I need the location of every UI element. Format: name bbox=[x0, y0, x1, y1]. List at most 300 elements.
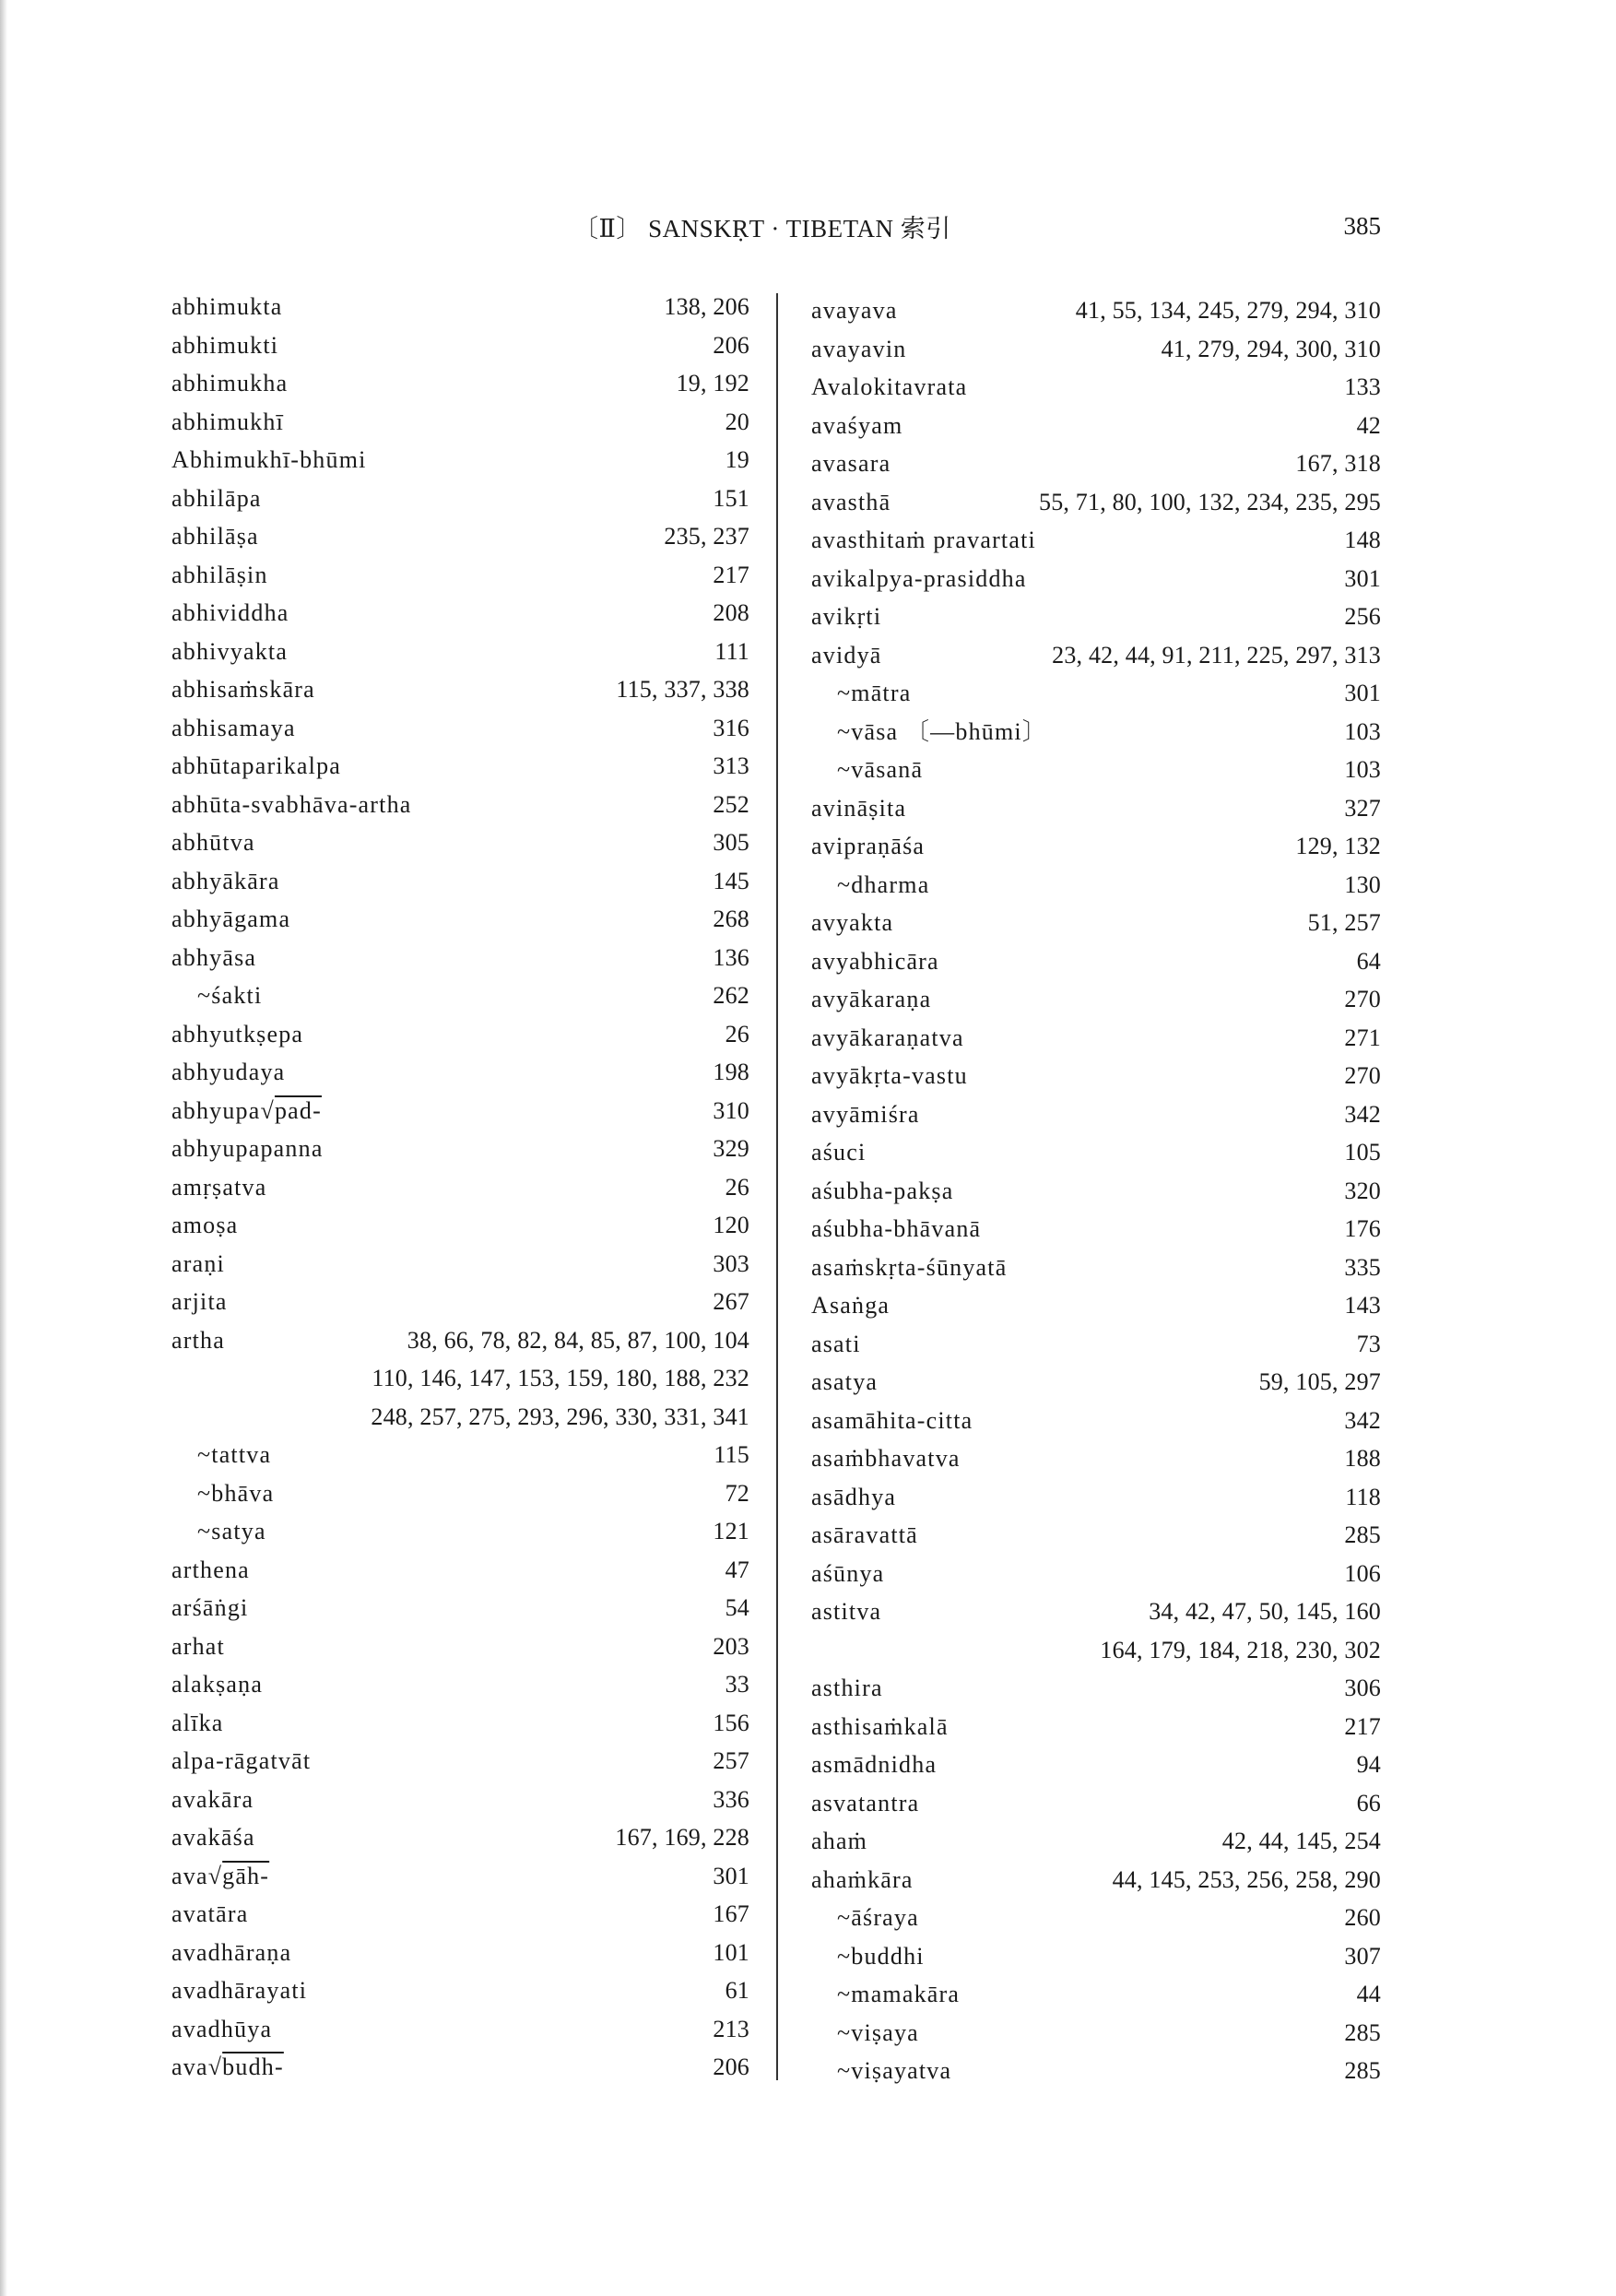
page-references: 301 bbox=[713, 1862, 749, 1889]
index-entry-row bbox=[171, 1321, 749, 1360]
term-text: Abhimukhī-bhūmi bbox=[171, 446, 367, 473]
term-text: Avalokitavrata bbox=[811, 373, 968, 400]
page-references: 213 bbox=[713, 2015, 749, 2042]
page-references: 203 bbox=[713, 1632, 749, 1660]
index-entry-row bbox=[171, 479, 749, 518]
index-entry-term bbox=[171, 1092, 322, 1130]
index-entry-row bbox=[171, 1206, 749, 1245]
index-entry-row bbox=[171, 786, 749, 824]
index-entry-term bbox=[171, 1551, 250, 1590]
page-references: 61 bbox=[725, 1977, 749, 2004]
index-entry-row bbox=[811, 1937, 1381, 1976]
index-entry-term bbox=[171, 1321, 225, 1360]
page-references: 256 bbox=[1344, 603, 1381, 630]
index-entry-term bbox=[811, 1784, 919, 1823]
term-text: avyabhicāra bbox=[811, 947, 939, 975]
term-text: abhyāsa bbox=[171, 943, 257, 971]
index-entry-row bbox=[811, 330, 1381, 369]
index-entry-row bbox=[811, 1286, 1381, 1325]
page-references: 121 bbox=[713, 1518, 749, 1544]
term-text: avikalpya-prasiddha bbox=[811, 564, 1027, 592]
term-text: ~dharma bbox=[837, 870, 930, 898]
term-text: avasthitaṁ pravartati bbox=[811, 527, 1036, 553]
term-text: avayavin bbox=[811, 335, 907, 362]
index-entry-row bbox=[811, 2052, 1381, 2090]
index-entry-term bbox=[171, 1015, 303, 1054]
index-entry-term bbox=[811, 407, 902, 445]
index-entry-row bbox=[811, 1325, 1381, 1364]
term-text: abhyupa bbox=[171, 1096, 261, 1124]
index-entry-term bbox=[811, 942, 939, 981]
term-text: abhividdha bbox=[171, 599, 289, 626]
page-references: 54 bbox=[725, 1594, 749, 1621]
index-subentry-term bbox=[197, 976, 262, 1015]
page-references: 285 bbox=[1344, 2018, 1381, 2046]
index-entry-row bbox=[811, 1631, 1381, 1670]
index-entry-term bbox=[171, 709, 296, 748]
page-references: 103 bbox=[1344, 717, 1381, 745]
page-references: 115, 337, 338 bbox=[616, 676, 749, 703]
page-references: 235, 237 bbox=[664, 523, 749, 550]
page-references: 148 bbox=[1344, 527, 1381, 553]
index-entry-row bbox=[811, 368, 1381, 407]
page-references: 206 bbox=[713, 331, 749, 359]
page-references: 72 bbox=[725, 1479, 749, 1507]
index-entry-row bbox=[811, 789, 1381, 828]
index-entry-term bbox=[171, 1627, 225, 1666]
index-entry-row bbox=[811, 1669, 1381, 1708]
index-entry-row bbox=[171, 976, 749, 1015]
page-references: 248, 257, 275, 293, 296, 330, 331, 341 bbox=[371, 1402, 749, 1430]
index-entry-row bbox=[811, 521, 1381, 560]
term-text: avikṛti bbox=[811, 603, 882, 630]
term-text: arjita bbox=[171, 1288, 228, 1315]
term-text: ~viṣaya bbox=[837, 2018, 919, 2046]
index-entry-row bbox=[811, 1057, 1381, 1095]
index-entry-row bbox=[171, 594, 749, 633]
index-entry-term bbox=[171, 326, 278, 365]
index-entry-row bbox=[171, 709, 749, 748]
index-entry-row bbox=[171, 1015, 749, 1054]
page-references: 115 bbox=[714, 1441, 749, 1468]
term-text: abhyāgama bbox=[171, 905, 291, 932]
index-subentry-term bbox=[197, 1436, 271, 1474]
index-entry-term bbox=[171, 1168, 266, 1207]
term-text: asthira bbox=[811, 1675, 883, 1701]
page-header bbox=[0, 208, 1616, 245]
page-references: 110, 146, 147, 153, 159, 180, 188, 232 bbox=[372, 1365, 749, 1391]
index-entry-term bbox=[171, 364, 288, 403]
term-text: amoṣa bbox=[171, 1212, 239, 1238]
index-entry-term bbox=[811, 1861, 914, 1900]
index-entry-term bbox=[171, 441, 367, 479]
index-entry-row bbox=[811, 904, 1381, 942]
index-entry-row bbox=[171, 1551, 749, 1590]
page-references: 130 bbox=[1344, 870, 1381, 898]
page-references: 305 bbox=[713, 829, 749, 856]
index-entry-term bbox=[171, 1704, 224, 1743]
index-entry-row bbox=[171, 1857, 749, 1896]
index-entry-row bbox=[811, 827, 1381, 866]
index-entry-term bbox=[171, 1245, 225, 1284]
index-entry-term bbox=[811, 1057, 968, 1095]
page-references: 38, 66, 78, 82, 84, 85, 87, 100, 104 bbox=[407, 1326, 749, 1354]
term-text: avipraṇāśa bbox=[811, 833, 926, 859]
index-entry-row bbox=[171, 1934, 749, 1972]
term-text: avyākaraṇatva bbox=[811, 1024, 964, 1051]
term-text: astitva bbox=[811, 1598, 882, 1625]
term-text: ahaṁkāra bbox=[811, 1865, 914, 1893]
index-entry-term bbox=[811, 1669, 883, 1708]
index-entry-row bbox=[811, 636, 1381, 675]
index-entry-row bbox=[811, 1822, 1381, 1861]
term-text: aśūnya bbox=[811, 1559, 885, 1587]
term-text: avakāra bbox=[171, 1785, 254, 1813]
index-entry-row bbox=[171, 670, 749, 709]
index-entry-term bbox=[811, 1363, 878, 1402]
term-text: asaṁbhavatva bbox=[811, 1445, 961, 1472]
page-references: 176 bbox=[1344, 1215, 1381, 1242]
term-text: asvatantra bbox=[811, 1789, 920, 1817]
index-entry-term bbox=[171, 1283, 228, 1321]
index-entry-term bbox=[811, 521, 1036, 560]
page-references: 267 bbox=[713, 1288, 749, 1315]
page-references: 260 bbox=[1344, 1904, 1381, 1931]
term-text: ahaṁ bbox=[811, 1828, 868, 1854]
term-text: ~buddhi bbox=[837, 1942, 925, 1970]
page-references: 252 bbox=[713, 790, 749, 818]
index-entry-row bbox=[171, 1436, 749, 1474]
page-references: 42, 44, 145, 254 bbox=[1221, 1828, 1381, 1854]
page-references: 47 bbox=[725, 1556, 749, 1583]
page-references: 307 bbox=[1344, 1942, 1381, 1970]
index-entry-term bbox=[171, 1742, 311, 1781]
index-entry-row bbox=[171, 517, 749, 556]
radical-sign-icon: √ bbox=[207, 1862, 223, 1889]
index-entry-term bbox=[811, 483, 891, 522]
page-references: 217 bbox=[713, 561, 749, 588]
term-text: abhūtva bbox=[171, 829, 255, 856]
page-references: 217 bbox=[1344, 1712, 1381, 1740]
page-references: 151 bbox=[713, 484, 749, 512]
page-references: 118 bbox=[1345, 1483, 1381, 1510]
index-entry-term bbox=[171, 2048, 284, 2087]
page-references: 329 bbox=[713, 1135, 749, 1162]
page-references: 19 bbox=[725, 446, 749, 473]
index-entry-term bbox=[171, 823, 255, 862]
index-entry-row bbox=[811, 2014, 1381, 2053]
term-text: avayava bbox=[811, 297, 898, 324]
index-entry-row bbox=[811, 1784, 1381, 1823]
page-references: 316 bbox=[713, 714, 749, 741]
index-entry-term bbox=[171, 1665, 263, 1704]
index-entry-term bbox=[171, 1053, 285, 1092]
index-entry-term bbox=[171, 862, 280, 901]
index-entry-row bbox=[811, 1592, 1381, 1631]
page-references: 306 bbox=[1344, 1675, 1381, 1701]
page-references: 111 bbox=[714, 637, 749, 665]
index-entry-row bbox=[171, 1818, 749, 1857]
page-references: 41, 279, 294, 300, 310 bbox=[1161, 335, 1381, 362]
index-entry-term bbox=[811, 1746, 937, 1784]
index-entry-row bbox=[811, 1899, 1381, 1937]
index-entry-row bbox=[171, 1589, 749, 1627]
term-text: asādhya bbox=[811, 1483, 897, 1510]
index-entry-row bbox=[811, 1478, 1381, 1517]
term-text: amṛṣatva bbox=[171, 1173, 267, 1201]
index-entry-row bbox=[171, 862, 749, 901]
index-entry-row bbox=[811, 1516, 1381, 1555]
index-entry-row bbox=[811, 1708, 1381, 1746]
index-entry-term bbox=[811, 1516, 918, 1555]
term-text: arhat bbox=[171, 1632, 225, 1660]
page-references: 44, 145, 253, 256, 258, 290 bbox=[1112, 1865, 1381, 1893]
index-subentry-term bbox=[837, 713, 1047, 752]
index-entry-row bbox=[171, 1627, 749, 1666]
index-entry-row bbox=[811, 407, 1381, 445]
term-text: asaṁskṛta-śūnyatā bbox=[811, 1253, 1008, 1281]
term-text: avasthā bbox=[811, 488, 891, 515]
index-entry-row bbox=[811, 674, 1381, 713]
page-references: 101 bbox=[713, 1938, 749, 1966]
page-references: 55, 71, 80, 100, 132, 234, 235, 295 bbox=[1039, 488, 1381, 515]
index-entry-term bbox=[171, 288, 283, 326]
term-text: alpa-rāgatvāt bbox=[171, 1747, 312, 1774]
term-text: abhilāṣa bbox=[171, 523, 259, 550]
index-entry-row bbox=[811, 560, 1381, 598]
verbal-root: budh- bbox=[222, 2053, 284, 2080]
index-entry-row bbox=[811, 942, 1381, 981]
index-entry-row bbox=[171, 1398, 749, 1437]
term-text: avināṣita bbox=[811, 794, 907, 822]
term-text: avasara bbox=[811, 450, 891, 477]
index-entry-term bbox=[811, 1478, 896, 1517]
term-text: abhisamaya bbox=[171, 714, 296, 741]
index-subentry-term bbox=[837, 2052, 951, 2090]
term-text: araṇi bbox=[171, 1249, 225, 1277]
index-entry-term bbox=[811, 368, 967, 407]
page-references: 336 bbox=[713, 1785, 749, 1813]
index-entry-term bbox=[811, 636, 882, 675]
page-references: 59, 105, 297 bbox=[1258, 1368, 1381, 1395]
term-text: abhyupapanna bbox=[171, 1135, 324, 1162]
index-subentry-term bbox=[837, 1937, 925, 1976]
index-entry-row bbox=[811, 1210, 1381, 1249]
term-text: ~mamakāra bbox=[837, 1981, 961, 2007]
term-text: ava bbox=[171, 2053, 208, 2080]
verbal-root: gāh- bbox=[222, 1862, 270, 1889]
term-text: avakāśa bbox=[171, 1824, 255, 1851]
page-references: 51, 257 bbox=[1307, 909, 1381, 936]
term-text: abhūta-svabhāva-artha bbox=[171, 790, 412, 818]
running-title: 〔Ⅱ〕 SANSKṚT · TIBETAN 索引 bbox=[573, 215, 951, 243]
page-references: 262 bbox=[713, 982, 749, 1009]
index-entry-row bbox=[811, 1975, 1381, 2014]
page-references: 271 bbox=[1344, 1024, 1381, 1051]
term-text: avyakta bbox=[811, 909, 894, 936]
page-references: 106 bbox=[1344, 1559, 1381, 1587]
page-references: 257 bbox=[713, 1747, 749, 1774]
index-entry-row bbox=[811, 444, 1381, 483]
index-entry-term bbox=[171, 556, 268, 595]
page-references: 335 bbox=[1344, 1253, 1381, 1281]
index-entry-term bbox=[171, 403, 284, 442]
term-text: abhyutkṣepa bbox=[171, 1020, 304, 1047]
index-entry-row bbox=[811, 1861, 1381, 1900]
page-references: 145 bbox=[713, 867, 749, 894]
index-entry-row bbox=[811, 1019, 1381, 1058]
page-references: 19, 192 bbox=[676, 370, 749, 396]
index-entry-term bbox=[811, 1133, 866, 1172]
index-entry-row bbox=[171, 633, 749, 671]
index-entry-term bbox=[811, 291, 898, 330]
page-references: 310 bbox=[713, 1096, 749, 1124]
page-references: 23, 42, 44, 91, 211, 225, 297, 313 bbox=[1052, 641, 1381, 669]
page-references: 208 bbox=[713, 599, 749, 626]
index-entry-row bbox=[811, 1133, 1381, 1172]
index-entry-row bbox=[811, 291, 1381, 330]
index-entry-row bbox=[171, 1168, 749, 1207]
index-entry-row bbox=[171, 556, 749, 595]
index-entry-row bbox=[171, 1512, 749, 1551]
index-entry-row bbox=[811, 713, 1381, 752]
index-entry-term bbox=[171, 479, 262, 518]
index-subentry-term bbox=[197, 1512, 266, 1551]
index-entry-term bbox=[811, 598, 881, 636]
term-text: ~āśraya bbox=[837, 1904, 919, 1931]
index-entry-term bbox=[171, 1971, 307, 2010]
page-references: 301 bbox=[1344, 680, 1381, 706]
index-entry-term bbox=[171, 633, 288, 671]
index-entry-term bbox=[811, 444, 891, 483]
index-entry-row bbox=[811, 1249, 1381, 1287]
index-entry-row bbox=[171, 900, 749, 939]
index-entry-term bbox=[171, 939, 256, 977]
term-text: ~vāsanā bbox=[837, 756, 924, 783]
index-entry-term bbox=[811, 1249, 1007, 1287]
index-entry-row bbox=[811, 866, 1381, 905]
index-entry-term bbox=[811, 1019, 964, 1058]
index-entry-row bbox=[171, 2048, 749, 2087]
index-entry-term bbox=[171, 1130, 324, 1168]
term-text: abhimukti bbox=[171, 331, 279, 359]
index-entry-term bbox=[811, 1286, 890, 1325]
term-text: ~mātra bbox=[837, 680, 912, 706]
page-references: 313 bbox=[713, 752, 749, 779]
term-text: asatya bbox=[811, 1368, 879, 1395]
page-references: 143 bbox=[1344, 1292, 1381, 1319]
term-text: avyākṛta-vastu bbox=[811, 1062, 968, 1089]
term-text: alakṣaṇa bbox=[171, 1671, 264, 1698]
index-entry-term bbox=[171, 1857, 269, 1896]
page-references: 188 bbox=[1344, 1445, 1381, 1472]
term-text: abhimukta bbox=[171, 293, 283, 320]
page-number: 385 bbox=[1343, 212, 1381, 240]
index-entry-row bbox=[171, 1092, 749, 1130]
page-references: 285 bbox=[1344, 1521, 1381, 1548]
index-entry-term bbox=[171, 594, 289, 633]
index-entry-term bbox=[171, 1934, 291, 1972]
index-entry-row bbox=[811, 1172, 1381, 1211]
page-references: 26 bbox=[725, 1173, 749, 1201]
term-text: avadhārayati bbox=[171, 1977, 308, 2004]
index-entry-row bbox=[811, 980, 1381, 1019]
index-entry-term bbox=[811, 827, 925, 866]
index-entry-row bbox=[171, 288, 749, 326]
page-references: 33 bbox=[725, 1671, 749, 1698]
term-text: aśubha-bhāvanā bbox=[811, 1215, 982, 1242]
term-text: abhilāṣin bbox=[171, 561, 268, 588]
index-entry-term bbox=[811, 904, 893, 942]
index-entry-term bbox=[811, 1325, 861, 1364]
page-references: 64 bbox=[1356, 947, 1381, 975]
page-references: 133 bbox=[1344, 373, 1381, 400]
page-references: 136 bbox=[713, 943, 749, 971]
page-references: 66 bbox=[1356, 1789, 1381, 1817]
page-references: 270 bbox=[1344, 986, 1381, 1012]
index-entry-term bbox=[811, 1210, 981, 1249]
index-entry-term bbox=[171, 670, 315, 709]
index-entry-term bbox=[811, 1172, 953, 1211]
page-references: 94 bbox=[1356, 1751, 1381, 1778]
index-entry-term bbox=[171, 900, 290, 939]
index-entry-row bbox=[171, 1245, 749, 1284]
index-entry-term bbox=[171, 747, 341, 786]
term-text: abhimukha bbox=[171, 370, 289, 396]
radical-sign-icon: √ bbox=[207, 2053, 223, 2080]
index-entry-term bbox=[811, 1822, 867, 1861]
index-entry-row bbox=[811, 483, 1381, 522]
index-entry-row bbox=[171, 1895, 749, 1934]
index-entry-term bbox=[171, 1781, 254, 1819]
term-text: abhyudaya bbox=[171, 1059, 286, 1085]
term-text: Asaṅga bbox=[811, 1292, 891, 1319]
page-references: 164, 179, 184, 218, 230, 302 bbox=[1100, 1636, 1381, 1663]
index-subentry-term bbox=[197, 1474, 274, 1513]
index-entry-row bbox=[171, 326, 749, 365]
index-entry-row bbox=[811, 1439, 1381, 1478]
index-entry-row bbox=[171, 441, 749, 479]
index-entry-term bbox=[171, 1589, 248, 1627]
index-entry-row bbox=[811, 1363, 1381, 1402]
index-column-right bbox=[811, 291, 1381, 2090]
term-text: asmādnidha bbox=[811, 1751, 938, 1778]
term-text: avaśyam bbox=[811, 411, 903, 439]
index-entry-row bbox=[171, 403, 749, 442]
index-entry-row bbox=[171, 1130, 749, 1168]
radical-sign-icon: √ bbox=[260, 1096, 275, 1124]
term-text: avadhūya bbox=[171, 2015, 273, 2042]
index-entry-term bbox=[811, 1095, 920, 1134]
index-entry-row bbox=[811, 598, 1381, 636]
term-text: abhisaṁskāra bbox=[171, 676, 315, 703]
index-subentry-term bbox=[837, 674, 911, 713]
page-references: 206 bbox=[713, 2053, 749, 2080]
term-text: asāravattā bbox=[811, 1521, 918, 1548]
term-text: aśubha-pakṣa bbox=[811, 1177, 954, 1204]
page-references: 167, 169, 228 bbox=[615, 1824, 749, 1851]
page-references: 120 bbox=[713, 1212, 749, 1238]
index-entry-row bbox=[171, 747, 749, 786]
term-text: asthisaṁkalā bbox=[811, 1712, 949, 1740]
term-text: abhūtaparikalpa bbox=[171, 752, 342, 779]
index-entry-row bbox=[171, 1474, 749, 1513]
index-entry-term bbox=[811, 1592, 881, 1631]
page-references: 26 bbox=[725, 1020, 749, 1047]
index-entry-row bbox=[171, 1704, 749, 1743]
term-text: avadhāraṇa bbox=[171, 1938, 292, 1966]
index-subentry-term bbox=[837, 1975, 960, 2014]
